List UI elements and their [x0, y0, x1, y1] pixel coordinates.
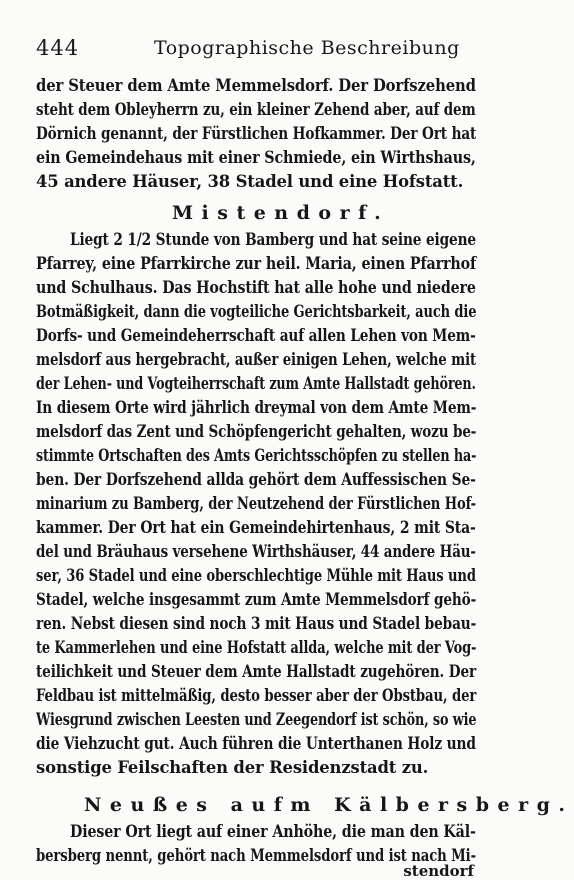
text-line: Liegt 2 1/2 Stunde von Bamberg und hat seine eigene — [70, 230, 476, 249]
text-line: stimmte Ortschaften des Amts Gerichtsschöpfen zu stellen ha- — [36, 446, 477, 465]
text-line: del und Bräuhaus versehene Wirthshäuser, 44 andere Häu- — [36, 542, 476, 561]
page-header — [36, 36, 474, 62]
text-line: In diesem Orte wird jährlich dreymal von dem Amte Mem- — [36, 398, 477, 417]
text-line: der Steuer dem Amte Memmelsdorf. Der Dorfszehend — [36, 76, 476, 95]
text-line: Dörnich genannt, der Fürstlichen Hofkammer. Der Ort hat — [36, 124, 477, 143]
text-line: Wiesgrund zwischen Leesten und Zeegendorf ist schön, so wie — [36, 710, 477, 729]
text-line: ein Gemeindehaus mit einer Schmiede, ein Wirthshaus, — [36, 148, 476, 167]
text-line: ren. Nebst diesen sind noch 3 mit Haus und Stadel bebau- — [36, 614, 477, 633]
section-heading-mistendorf: Mistendorf. — [172, 202, 390, 224]
text-line: Botmäßigkeit, dann die vogteiliche Gerichtsbarkeit, auch die — [36, 302, 477, 321]
text-line: Dorfs- und Gemeindeherrschaft auf allen Lehen von Mem- — [36, 326, 476, 345]
text-line: Pfarrey, eine Pfarrkirche zur heil. Maria, einen Pfarrhof — [36, 254, 476, 273]
text-line: ben. Der Dorfszehend allda gehört dem Auffessischen Se- — [36, 470, 476, 489]
text-line: bersberg nennt, gehört nach Memmelsdorf und ist nach Mi- — [36, 846, 476, 865]
text-line: te Kammerlehen und eine Hofstatt allda, welche mit der Vog- — [36, 638, 477, 657]
running-title: Topographische Beschreibung — [154, 37, 460, 59]
text-line: Dieser Ort liegt auf einer Anhöhe, die man den Käl- — [70, 822, 476, 841]
text-line: sonstige Feilschaften der Residenzstadt zu. — [36, 758, 429, 777]
text-line: die Viehzucht gut. Auch führen die Unterthanen Holz und — [36, 734, 476, 753]
text-line: Stadel, welche insgesammt zum Amte Memmelsdorf gehö- — [36, 590, 477, 609]
section-heading-neusses: Neußes aufm Kälbersberg. — [84, 794, 574, 816]
page-number: 444 — [36, 36, 80, 60]
text-line: teilichkeit und Steuer dem Amte Hallstadt zugehören. Der — [36, 662, 477, 681]
text-line: Feldbau ist mittelmäßig, desto besser aber der Obstbau, der — [36, 686, 477, 705]
text-line: der Lehen- und Vogteiherrschaft zum Amte Hallstadt gehören. — [36, 374, 476, 393]
text-line: melsdorf aus hergebracht, außer einigen Lehen, welche mit — [36, 350, 477, 369]
text-line: und Schulhaus. Das Hochstift hat alle hohe und niedere — [36, 278, 476, 297]
catchword: stendorf — [403, 862, 474, 880]
text-line: steht dem Obleyherrn zu, ein kleiner Zehend aber, auf dem — [36, 100, 476, 119]
text-line: melsdorf das Zent und Schöpfengericht gehalten, wozu be- — [36, 422, 477, 441]
text-line: 45 andere Häuser, 38 Stadel und eine Hofstatt. — [36, 172, 464, 191]
text-line: kammer. Der Ort hat ein Gemeindehirtenhaus, 2 mit Sta- — [36, 518, 476, 537]
text-line: ser, 36 Stadel und eine oberschlechtige Mühle mit Haus und — [36, 566, 476, 585]
text-line: minarium zu Bamberg, der Neutzehend der Fürstlichen Hof- — [36, 494, 477, 513]
